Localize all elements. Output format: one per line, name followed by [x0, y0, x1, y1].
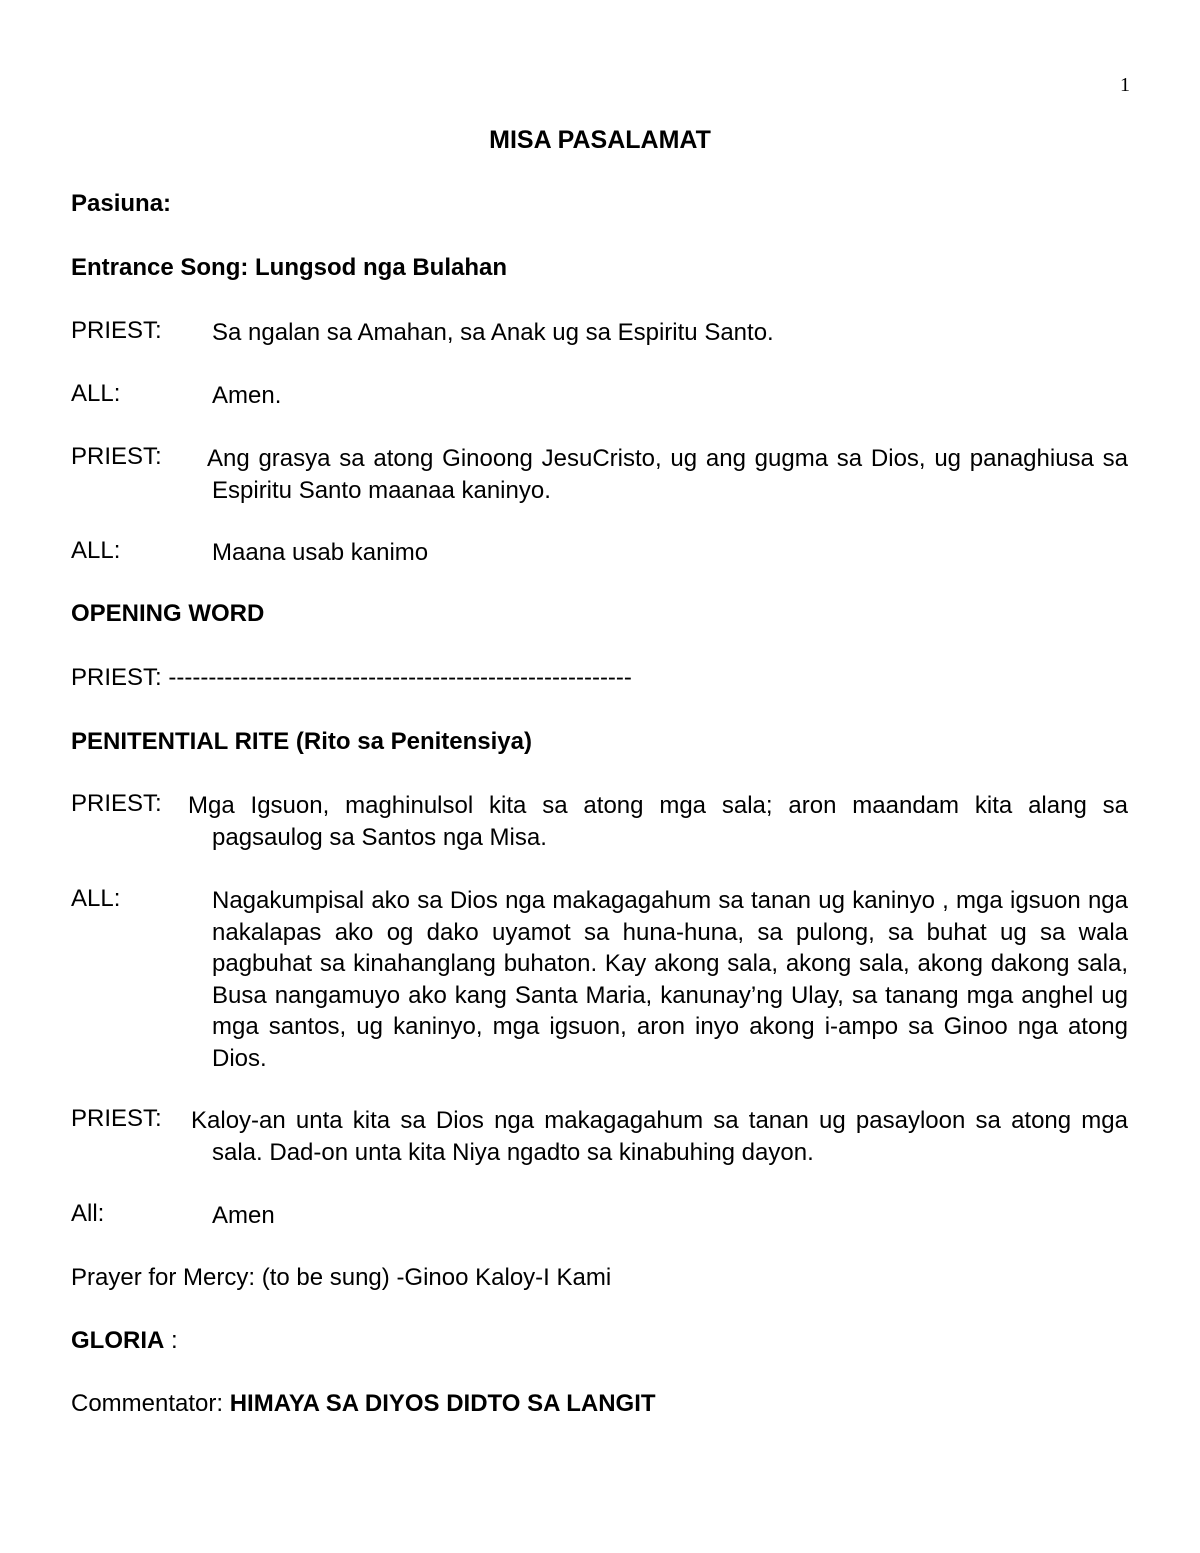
speaker-label: ALL: — [71, 885, 121, 912]
gloria-label: GLORIA — [71, 1327, 165, 1354]
dialogue-entry — [71, 1200, 1128, 1232]
opening-word-heading: OPENING WORD — [71, 600, 265, 627]
dialogue-entry — [71, 885, 1128, 1074]
speaker-label: PRIEST: — [71, 1105, 162, 1132]
speaker-label: PRIEST: — [71, 317, 162, 344]
commentator-label: Commentator: — [71, 1390, 230, 1417]
prayer-for-mercy: Prayer for Mercy: (to be sung) -Ginoo Kaloy-I Kami — [71, 1264, 612, 1291]
page-number: 1 — [1120, 74, 1130, 96]
speaker-label: ALL: — [71, 380, 121, 407]
dialogue-text: Ang grasya sa atong Ginoong JesuCristo, ug ang gugma sa Dios, ug panaghiusa sa Espiritu Santo maanaa kaninyo. — [207, 445, 1128, 504]
dialogue-entry — [71, 317, 1128, 349]
entrance-song-heading: Entrance Song: Lungsod nga Bulahan — [71, 254, 508, 281]
dialogue-entry — [71, 790, 1128, 853]
speaker-label: All: — [71, 1200, 105, 1227]
dialogue-entry — [71, 1105, 1128, 1168]
document-title: MISA PASALAMAT — [489, 126, 711, 154]
penitential-rite-heading: PENITENTIAL RITE (Rito sa Penitensiya) — [71, 728, 532, 755]
dialogue-entry — [71, 537, 1128, 569]
dialogue-text: Sa ngalan sa Amahan, sa Anak ug sa Espiritu Santo. — [212, 319, 774, 346]
speaker-label: PRIEST: — [71, 790, 162, 817]
commentator-text: HIMAYA SA DIYOS DIDTO SA LANGIT — [229, 1390, 656, 1417]
opening-priest-line: PRIEST: ---------------------------------------------------------- — [71, 664, 632, 691]
dialogue-entry — [71, 443, 1128, 506]
speaker-label: ALL: — [71, 537, 121, 564]
speaker-label: PRIEST: — [71, 443, 162, 470]
dialogue-text: Kaloy-an unta kita sa Dios nga makagagahum sa tanan ug pasayloon sa atong mga sala. Dad-on unta kita Niya ngadto sa kinabuhing dayon. — [191, 1107, 1128, 1166]
gloria-heading — [71, 1327, 178, 1355]
dialogue-entry — [71, 380, 1128, 412]
dialogue-text: Amen. — [212, 382, 282, 409]
commentator-line — [71, 1390, 656, 1418]
dialogue-text: Amen — [212, 1202, 275, 1229]
dialogue-text: Maana usab kanimo — [212, 539, 429, 566]
dialogue-text: Mga Igsuon, maghinulsol kita sa atong mga sala; aron maandam kita alang sa pagsaulog sa Santos nga Misa. — [188, 792, 1128, 851]
section-pasiuna: Pasiuna: — [71, 190, 172, 217]
gloria-colon: : — [164, 1327, 178, 1354]
dialogue-text: Nagakumpisal ako sa Dios nga makagagahum sa tanan ug kaninyo , mga igsuon nga nakalapas ako og dako uyamot sa huna-huna, sa pulong, sa buhat ug sa wala pagbuhat sa kinahanglang buhaton. Kay akong sala, akong sala, akong dakong sala, Busa nangamuyo ako kang Santa Maria, kanunay’ng Ulay, sa tanang mga anghel ug mga santos, ug kaninyo, mga igsuon, aron inyo akong i-ampo sa Ginoo nga atong Dios. — [212, 887, 1128, 1072]
